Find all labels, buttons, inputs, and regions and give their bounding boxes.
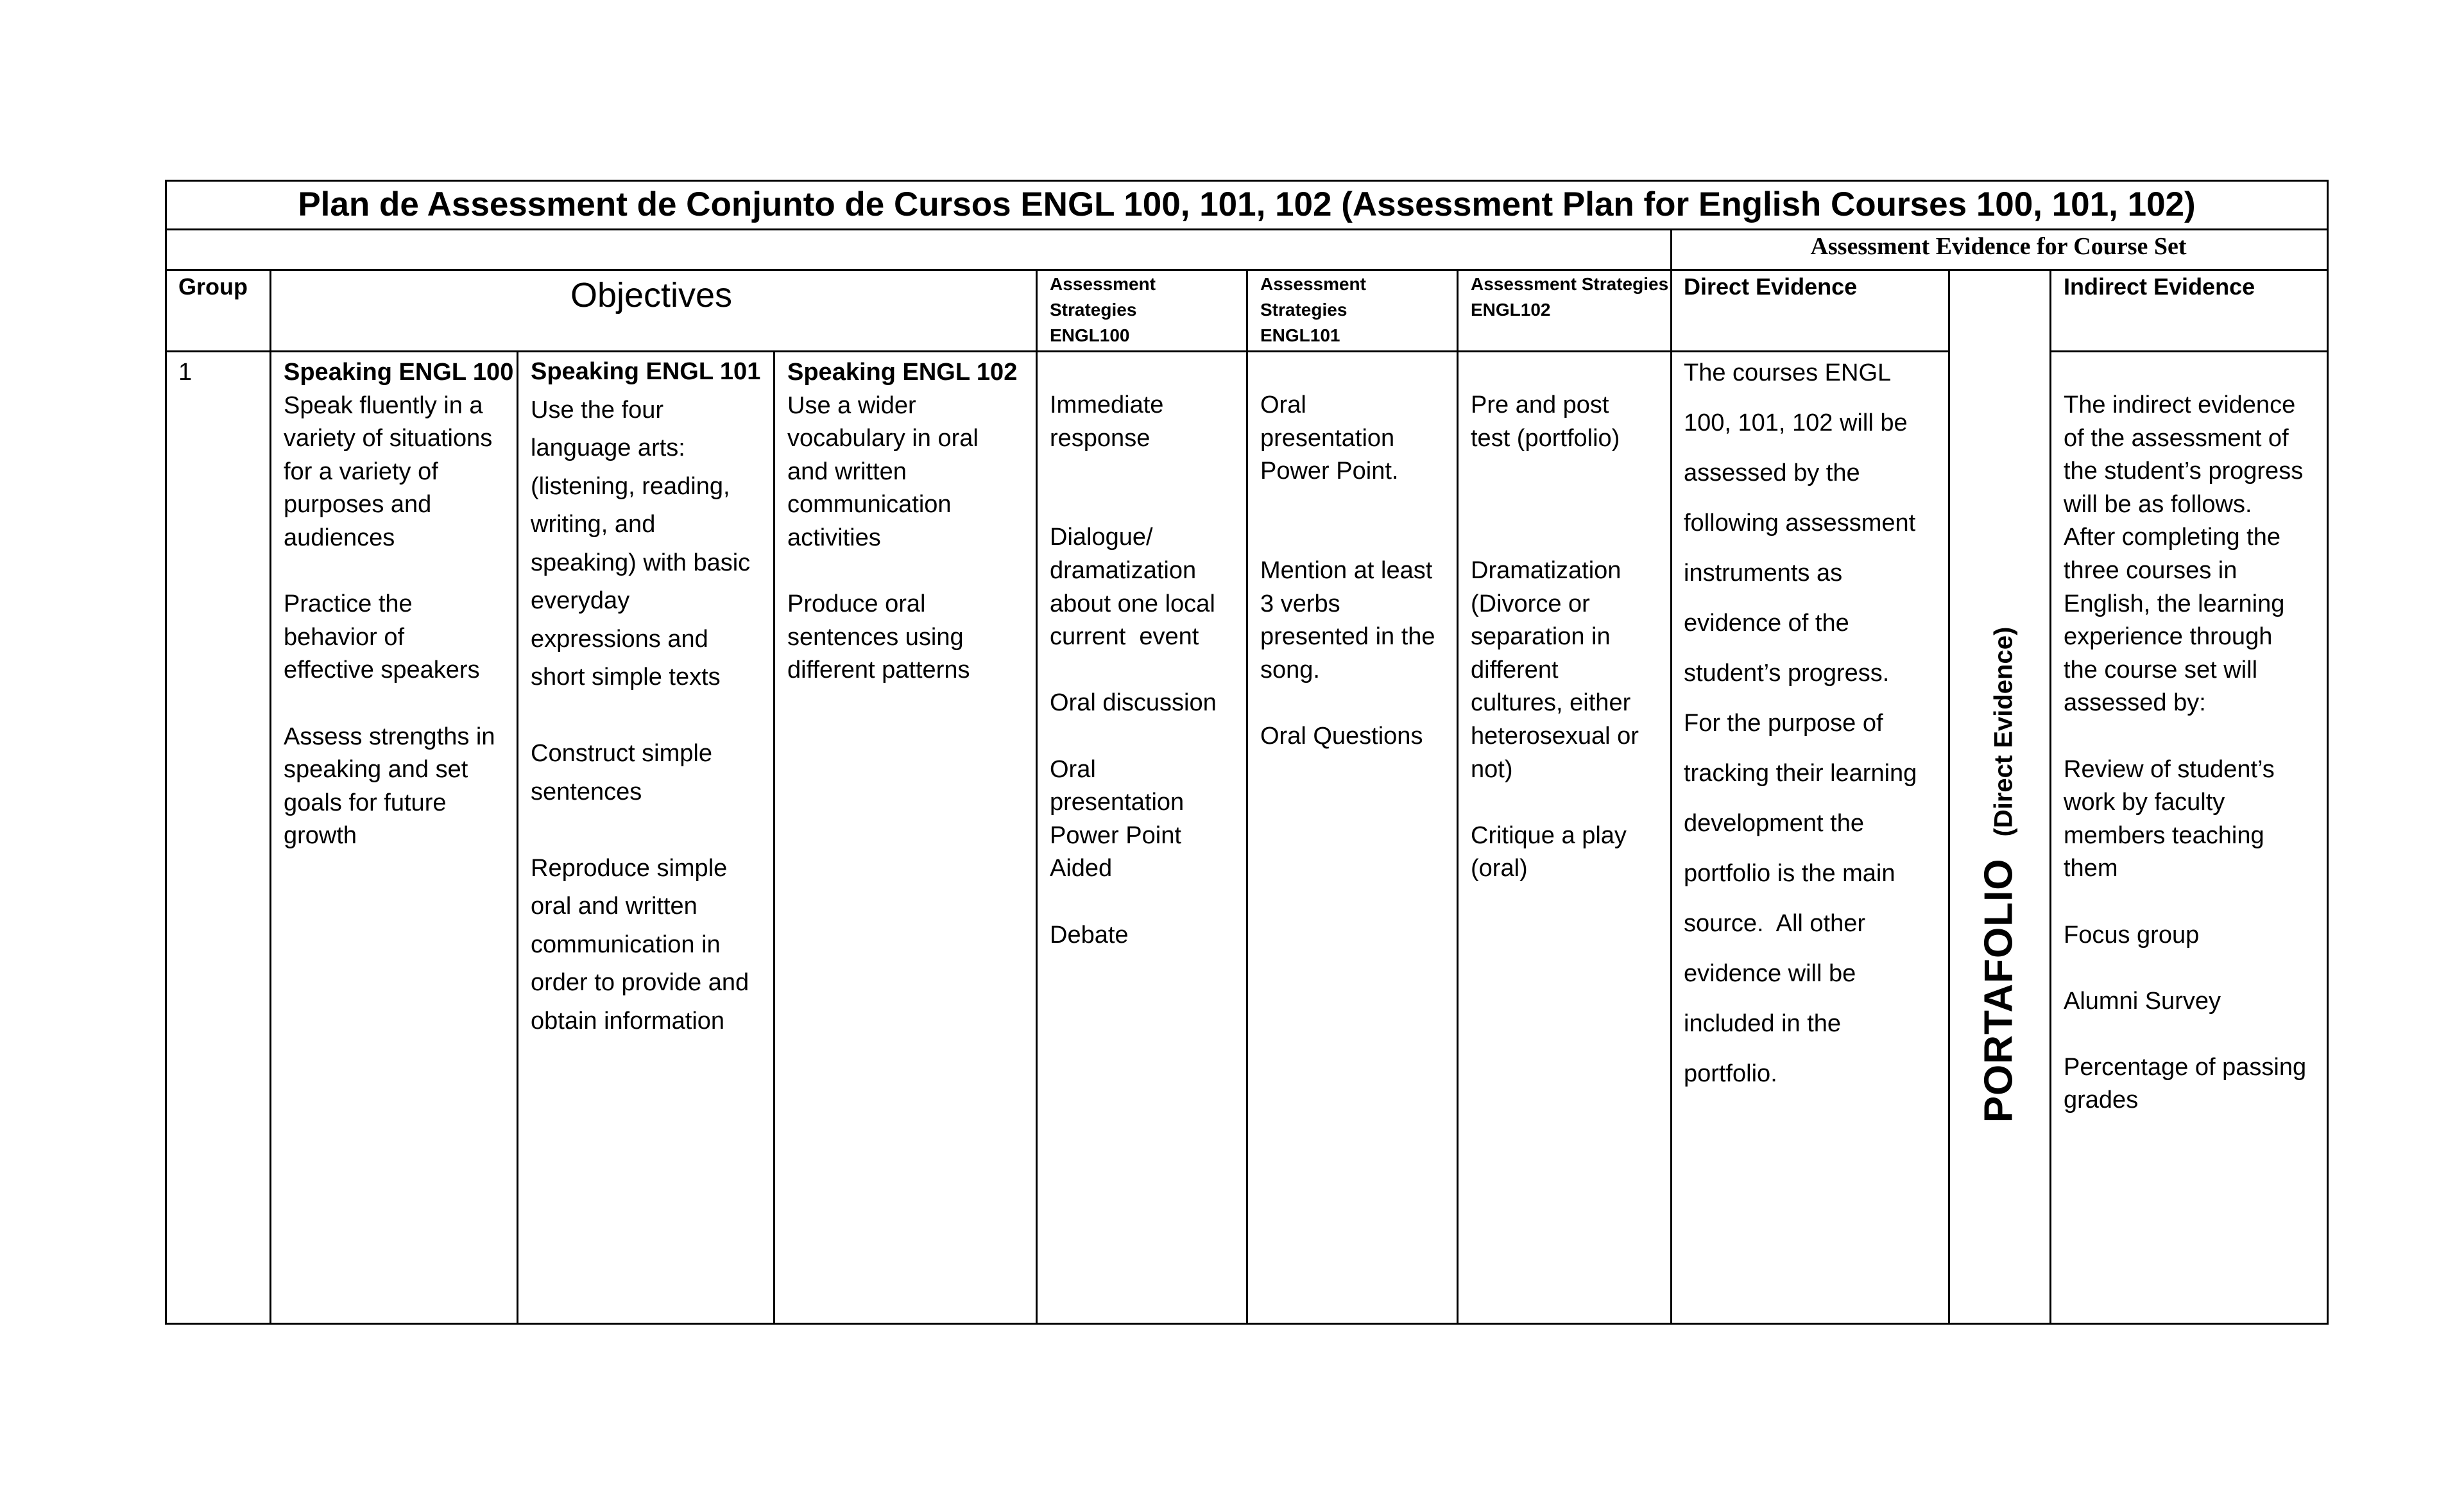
strategies-engl100-list: Immediate response Dialogue/ dramatization about one local current event Oral discussion Oral presentation Power Point Aided Debate xyxy=(1050,391,1217,949)
col-divider-obj101 xyxy=(773,350,775,1325)
col-divider-strat101 xyxy=(1457,269,1459,1325)
header-strategies-engl101: Assessment Strategies ENGL101 xyxy=(1260,274,1366,345)
header-group: Group xyxy=(178,273,248,300)
objectives-engl102-heading: Speaking ENGL 102 xyxy=(787,359,1018,386)
indirect-evidence-text: The indirect evidence of the assessment of the student’s progress will be as follows. After completing the three courses in English, the learning experience through the course set will assessed by: Review of student’s work by faculty members teaching them Focus group Alumni Survey Percentage of passing grades xyxy=(2064,391,2307,1114)
portfolio-sublabel: (Direct Evidence) xyxy=(1989,626,2018,837)
portfolio-vertical-label xyxy=(1976,627,2022,1123)
portfolio-label: PORTAFOLIO xyxy=(1976,858,2021,1123)
direct-evidence-text: The courses ENGL 100, 101, 102 will be assessed by the following assessment instruments as evidence of the student’s progress. For the purpose of tracking their learning development the portfolio is the main source. All other evidence will be included in the portfolio. xyxy=(1684,359,1917,1087)
table-title: Plan de Assessment de Conjunto de Cursos ENGL 100, 101, 102 (Assessment Plan for English Courses 100, 101, 102) xyxy=(298,185,2196,223)
col-divider-portfolio xyxy=(2049,269,2051,1325)
col-divider-objectives xyxy=(1036,269,1038,1325)
col-divider-strat100 xyxy=(1246,269,1248,1325)
objectives-engl101 xyxy=(531,353,771,1040)
strategies-engl102-list: Pre and post test (portfolio) Dramatization (Divorce or separation in different cultures, either heterosexual or not) Critique a play (oral) xyxy=(1471,391,1639,882)
objectives-engl100 xyxy=(284,356,515,853)
header-strategies-engl102: Assessment Strategies ENGL102 xyxy=(1471,274,1669,320)
objectives-engl101-text: Use the four language arts: (listening, reading, writing, and speaking) with basic everyday expressions and short simple texts Construct simple sentences Reproduce simple oral and written communication in order to provide and obtain information xyxy=(531,396,751,1035)
group-number: 1 xyxy=(178,359,193,386)
strategies-engl101-list: Oral presentation Power Point. Mention at least 3 verbs presented in the song. Oral Questions xyxy=(1260,391,1435,750)
header-indirect-evidence: Indirect Evidence xyxy=(2064,273,2255,300)
objectives-engl100-text: Speak fluently in a variety of situations for a variety of purposes and audiences Practice the behavior of effective speakers Assess strengths in speaking and set goals for future growth xyxy=(284,391,495,850)
rule-under-indirect-header xyxy=(2049,350,2329,352)
rule-under-column-headers xyxy=(165,350,1670,352)
evidence-header: Assessment Evidence for Course Set xyxy=(1810,233,2187,260)
objectives-engl100-heading: Speaking ENGL 100 xyxy=(284,359,514,386)
objectives-engl102 xyxy=(787,356,1034,687)
objectives-engl101-heading: Speaking ENGL 101 xyxy=(531,358,761,385)
header-objectives: Objectives xyxy=(570,276,733,314)
col-divider-strat102 xyxy=(1670,228,1672,1325)
col-divider-obj100 xyxy=(517,350,518,1325)
portfolio-cell xyxy=(1948,352,2049,1321)
header-strategies-engl100: Assessment Strategies ENGL100 xyxy=(1050,274,1156,345)
objectives-engl102-text: Use a wider vocabulary in oral and written communication activities Produce oral sentences using different patterns xyxy=(787,391,979,684)
header-direct-evidence: Direct Evidence xyxy=(1684,273,1858,300)
col-divider-group xyxy=(270,269,271,1325)
